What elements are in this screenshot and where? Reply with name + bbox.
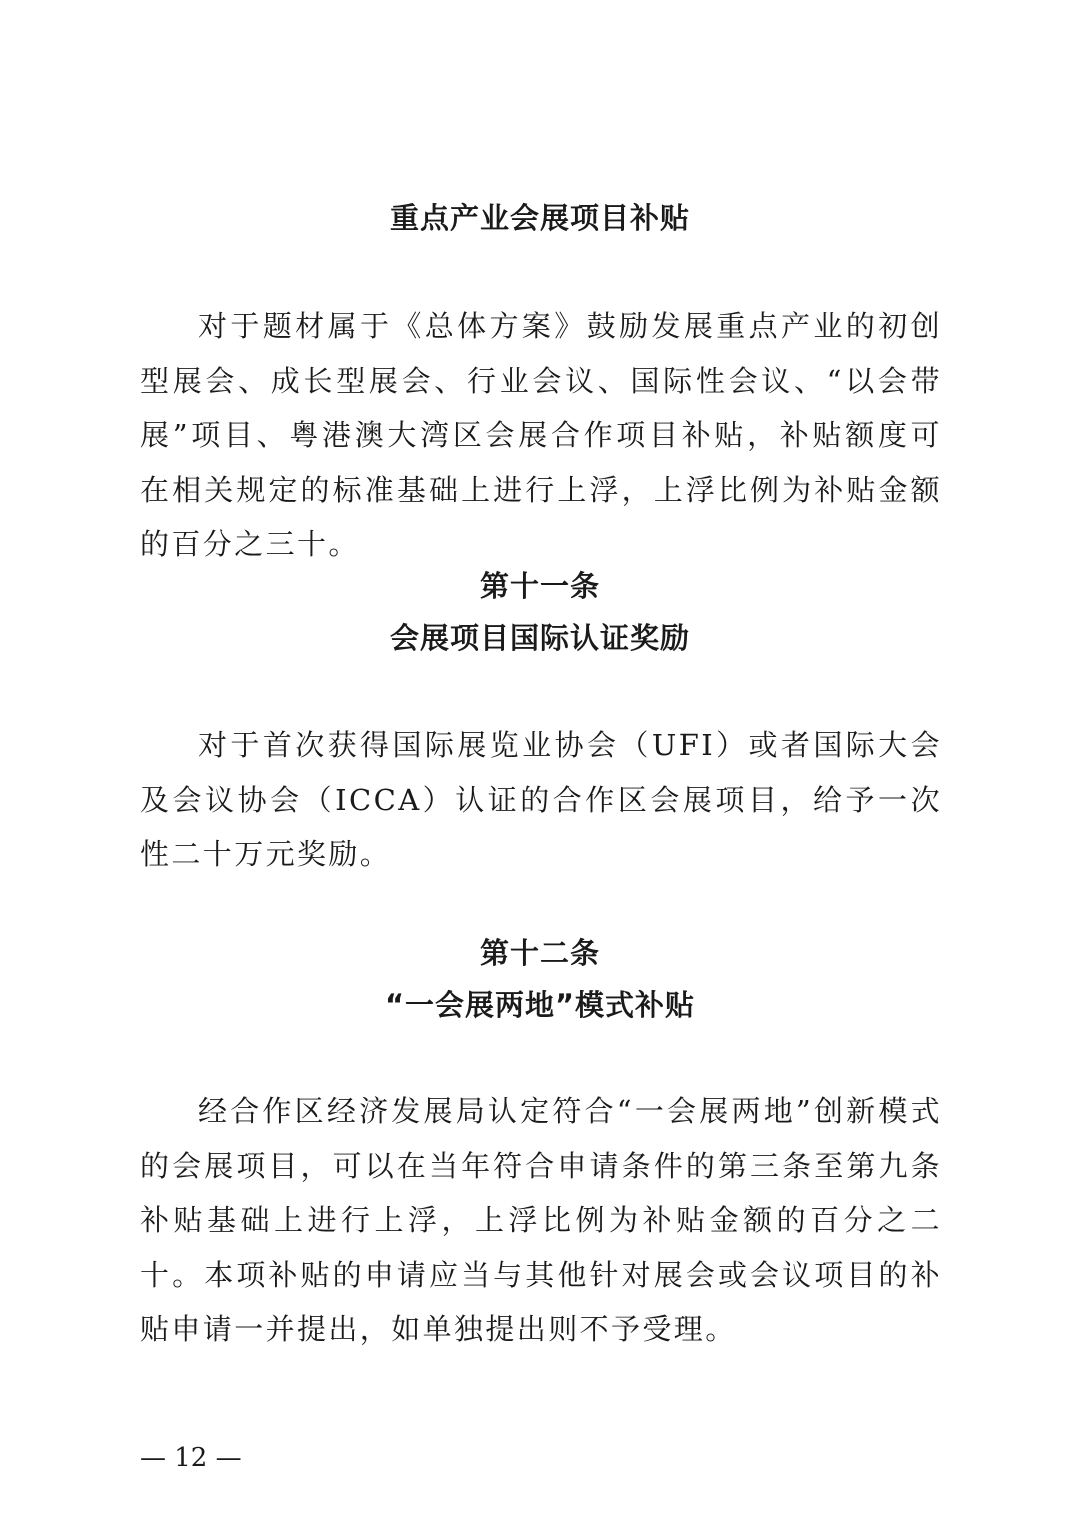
section-heading: “一会展两地”模式补贴 [384,988,696,1022]
section-heading: 重点产业会展项目补贴 [389,201,690,235]
article-number: 第十一条 [479,569,600,603]
section-heading: 会展项目国际认证奖励 [389,621,690,655]
section-paragraph: 对于题材属于《总体方案》鼓励发展重点产业的初创型展会、成长型展会、行业会议、国际性会议、“以会带展”项目、粤港澳大湾区会展合作项目补贴，补贴额度可在相关规定的标准基础上进行上浮，上浮比例为补贴金额的百分之三十。 [140,309,942,561]
section-paragraph: 经合作区经济发展局认定符合“一会展两地”创新模式的会展项目，可以在当年符合申请条件的第三条至第九条补贴基础上进行上浮，上浮比例为补贴金额的百分之二十。本项补贴的申请应当与其他针对展会或会议项目的补贴申请一并提出，如单独提出则不予受理。 [140,1094,942,1346]
section-paragraph: 对于首次获得国际展览业协会（UFI）或者国际大会及会议协会（ICCA）认证的合作区会展项目，给予一次性二十万元奖励。 [140,728,942,871]
article-number: 第十二条 [479,936,600,970]
page-number: — 12 — [140,1443,242,1473]
